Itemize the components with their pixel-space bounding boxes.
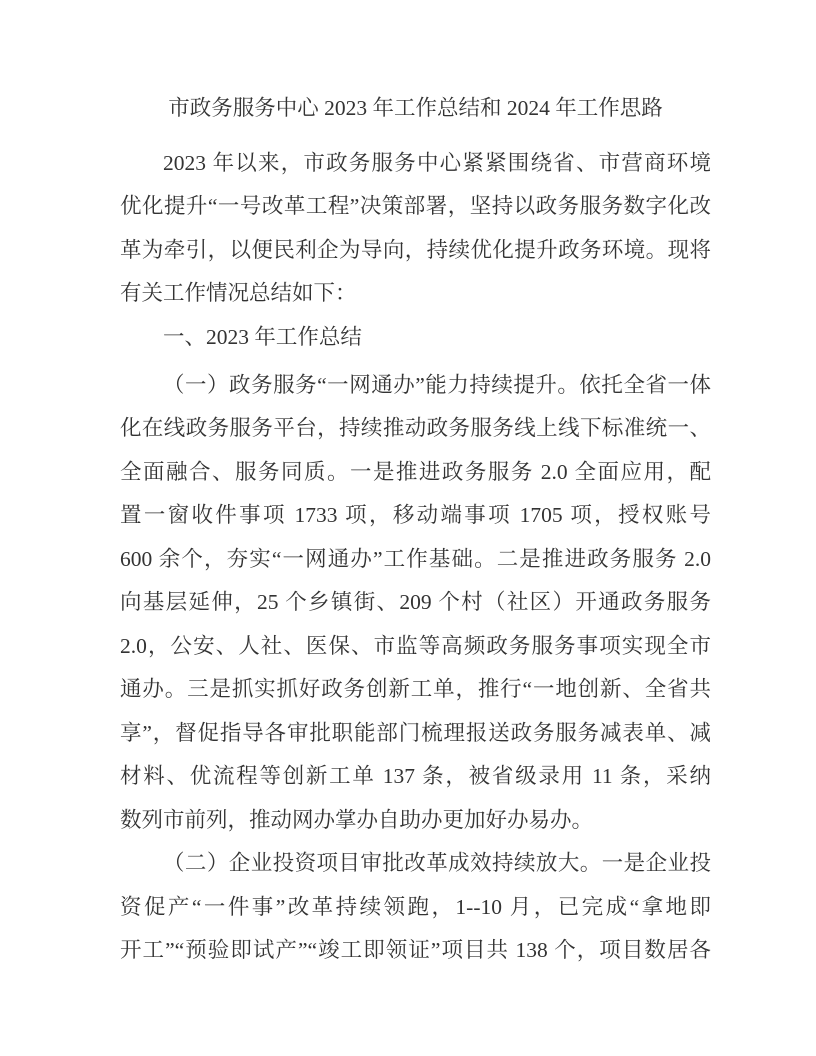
- text-line: 开工”“预验即试产”“竣工即领证”项目共 138 个，项目数居各: [120, 938, 711, 962]
- text-line: 资促产“一件事”改革持续领跑，1--10 月，已完成“拿地即: [120, 894, 711, 919]
- paragraph: [120, 364, 711, 843]
- text-line: 材料、优流程等创新工单 137 条，被省级录用 11 条，采纳: [120, 764, 711, 788]
- text-line: 享”，督促指导各审批职能部门梳理报送政务服务减表单、减: [120, 720, 711, 745]
- text-line: 置一窗收件事项 1733 项，移动端事项 1705 项，授权账号: [120, 503, 711, 527]
- text-line: 通办。三是抓实抓好政务创新工单，推行“一地创新、全省共: [120, 677, 711, 701]
- text-line: 2023 年以来，市政务服务中心紧紧围绕省、市营商环境: [163, 150, 711, 175]
- text-line: 一、2023 年工作总结: [163, 324, 362, 349]
- text-line: 600 余个，夯实“一网通办”工作基础。二是推进政务服务 2.0: [120, 546, 711, 571]
- text-line: 数列市前列，推动网办掌办自助办更加好办易办。: [120, 807, 594, 832]
- paragraph: [120, 842, 711, 973]
- section-heading: [120, 316, 711, 360]
- text-line: 化在线政务服务平台，持续推动政务服务线上线下标准统一、: [120, 416, 711, 440]
- text-line: 向基层延伸，25 个乡镇街、209 个村（社区）开通政务服务: [120, 590, 711, 614]
- text-line: 优化提升“一号改革工程”决策部署，坚持以政务服务数字化改: [120, 194, 711, 218]
- text-line: 2.0，公安、人社、医保、市监等高频政务服务事项实现全市: [120, 633, 711, 658]
- document-blocks: [120, 142, 711, 973]
- text-line: （二）企业投资项目审批改革成效持续放大。一是企业投: [163, 851, 711, 875]
- text-line: 有关工作情况总结如下：: [120, 281, 357, 305]
- text-line: 革为牵引，以便民利企为导向，持续优化提升政务环境。现将: [120, 237, 711, 262]
- document-title: 市政务服务中心 2023 年工作总结和 2024 年工作思路: [168, 96, 663, 120]
- paragraph: [120, 142, 711, 316]
- text-line: 全面融合、服务同质。一是推进政务服务 2.0 全面应用，配: [120, 459, 711, 484]
- document-body: [120, 87, 711, 973]
- text-line: （一）政务服务“一网通办”能力持续提升。依托全省一体: [163, 372, 711, 397]
